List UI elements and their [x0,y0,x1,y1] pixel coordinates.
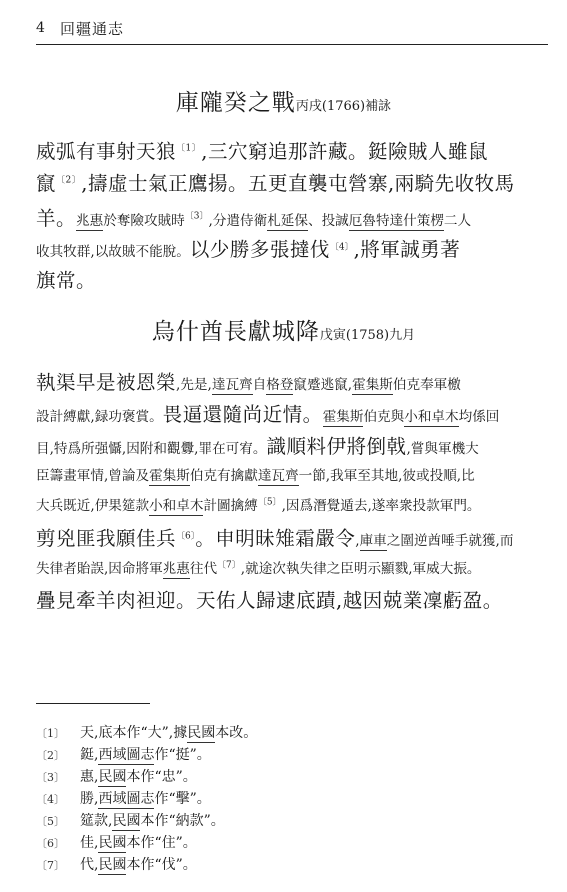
text-run: 疊見牽羊肉袒迎。天佑人歸逮底蹟,越因兢業凜虧盈。 [36,589,503,612]
poem-title-main: 烏什酋長獻城降 [151,319,320,345]
text-run: 本作“伐”。 [126,857,197,873]
text-run: 本作“忠”。 [126,769,197,785]
text-line [36,203,471,231]
footnote-ref: 〔6〕 [176,531,196,542]
text-run: 畏逼還隨尚近情。 [162,403,323,426]
text-run: 目,特爲所强懾,因附和觀釁,罪在可宥。 [36,441,267,457]
text-run: ,分遣侍衛 [208,213,268,229]
text-run: 威弧有事射天狼 [36,140,177,163]
text-line [36,136,488,164]
footnote [36,854,197,874]
text-run: ,擣虛士氣正鷹揚。五更直襲屯營寨,兩騎先收牧馬 [81,172,515,195]
text-run: ,就途次執失律之臣明示顯戮,軍威大振。 [240,561,481,577]
proper-name: 兆惠 [76,213,104,229]
text-run: ,三穴窮追那許藏。鋌險賊人雖鼠 [201,140,488,163]
footnote-number: 〔2〕 [36,749,65,762]
footnote-ref: 〔4〕 [329,242,354,253]
text-line [36,557,481,577]
footnote-number: 〔4〕 [36,793,65,806]
text-run: 鋌, [80,747,99,763]
footnote-divider [36,703,150,704]
text-run: 自 [252,377,267,393]
text-run: ,嘗與軍機大 [406,441,479,457]
text-run: 作“挺”。 [154,747,211,763]
footnote-ref: 〔2〕 [56,175,82,186]
text-run: 以少勝多張撻伐 [189,238,330,261]
running-header [36,8,548,45]
footnote-number: 〔1〕 [36,727,65,740]
text-line [36,399,499,427]
text-run: 竄 [36,172,57,195]
text-run: 一節,我軍至其地,彼或投順,比 [298,468,475,484]
text-run: 羊。 [36,207,77,230]
footnote [36,810,225,830]
text-run: 伯克奉軍檄 [392,377,461,393]
footnote [36,788,211,808]
text-line [36,431,479,459]
text-run: 惠, [80,769,99,785]
text-run: 伯克與 [363,409,405,425]
text-line [36,523,513,551]
proper-name: 民國 [112,813,141,829]
proper-name: 霍集斯 [322,409,364,425]
poem-title-date: 丙戌(1766)補詠 [295,99,392,114]
footnote-number: 〔5〕 [36,815,65,828]
proper-name: 達瓦齊 [257,468,299,484]
text-run: 之圍逆酋唾手就獲,而 [386,533,514,549]
proper-name: 霍集斯 [149,468,190,484]
text-run: 大兵既近,伊果筵款 [36,498,150,514]
text-run: ,先是, [176,377,212,393]
footnote [36,766,197,786]
proper-name: 民國 [98,769,127,785]
proper-name: 西域圖志 [98,747,155,763]
text-run: 。申明昧雉霜嚴令 [195,527,356,550]
text-run: 均係回 [458,409,500,425]
footnote-ref: 〔3〕 [184,211,209,222]
text-run: 於奪險攻賊時 [103,213,185,229]
text-run: 本改。 [215,725,258,741]
text-run: 天,底本作“大”,據 [80,725,188,741]
book-title: 回疆通志 [60,20,125,38]
text-run: 設計縛獻,録功褒賞。 [36,409,163,425]
text-run: 、投誠 [307,213,349,229]
proper-name: 厄魯特 [348,213,390,229]
footnote-ref: 〔5〕 [257,497,282,508]
footnote [36,744,211,764]
proper-name: 小和卓木 [404,409,459,425]
text-run: 識順料伊將倒戟 [266,435,407,458]
text-run: 本作“住”。 [126,835,197,851]
text-run: 剪兇匪我願佳兵 [36,527,177,550]
footnote-number: 〔7〕 [36,859,65,872]
text-run: 代, [80,857,99,873]
poem-2-title [0,313,567,346]
text-run: 旗常。 [36,269,97,292]
proper-name: 民國 [98,835,127,851]
poem-title-date: 戊寅(1758)九月 [319,328,416,343]
page-number: 4 [36,20,45,36]
poem-title-main: 庫隴癸之戰 [175,90,296,116]
text-line [36,234,460,262]
text-run: 佳, [80,835,99,851]
text-run: 計圖擒縛 [203,498,258,514]
proper-name: 西域圖志 [98,791,155,807]
text-run: 勝, [80,791,99,807]
text-run: 作“擊”。 [154,791,211,807]
text-run: 往代 [189,561,218,577]
text-run: 臣籌畫軍情,曾論及 [36,468,150,484]
proper-name: 格登 [266,377,294,393]
footnote [36,722,257,742]
text-run: , [355,533,360,549]
footnote-number: 〔3〕 [36,771,65,784]
text-run: 本作“納款”。 [140,813,225,829]
text-run: 收其牧群,以故賊不能脫。 [36,244,190,260]
text-line [36,494,481,514]
proper-name: 霍集斯 [352,377,393,393]
footnote-ref: 〔7〕 [217,560,241,571]
text-run: 執渠早是被恩榮 [36,371,177,394]
proper-name: 達瓦齊 [211,377,253,393]
text-run: 竄蹙逃竄, [293,377,353,393]
proper-name: 兆惠 [162,561,190,577]
proper-name: 民國 [98,857,127,873]
footnote-ref: 〔1〕 [176,143,202,154]
poem-1-title [0,84,567,117]
text-line [36,265,96,293]
proper-name: 庫車 [359,533,387,549]
text-line [36,464,475,484]
text-run: 筵款, [80,813,113,829]
footnote [36,832,197,852]
text-line [36,367,461,395]
text-run: 伯克有擒獻 [189,468,258,484]
text-line [36,585,503,613]
proper-name: 札延保 [267,213,308,229]
proper-name: 達什策楞 [389,213,444,229]
proper-name: 小和卓木 [149,498,204,514]
text-run: ,將軍誠勇著 [353,238,461,261]
text-run: 失律者貽誤,因命將軍 [36,561,163,577]
text-line [36,168,515,196]
footnote-number: 〔6〕 [36,837,65,850]
text-run: 二人 [443,213,472,229]
text-run: ,因爲潛覺遁去,遂率衆投款軍門。 [281,498,481,514]
proper-name: 民國 [187,725,216,741]
